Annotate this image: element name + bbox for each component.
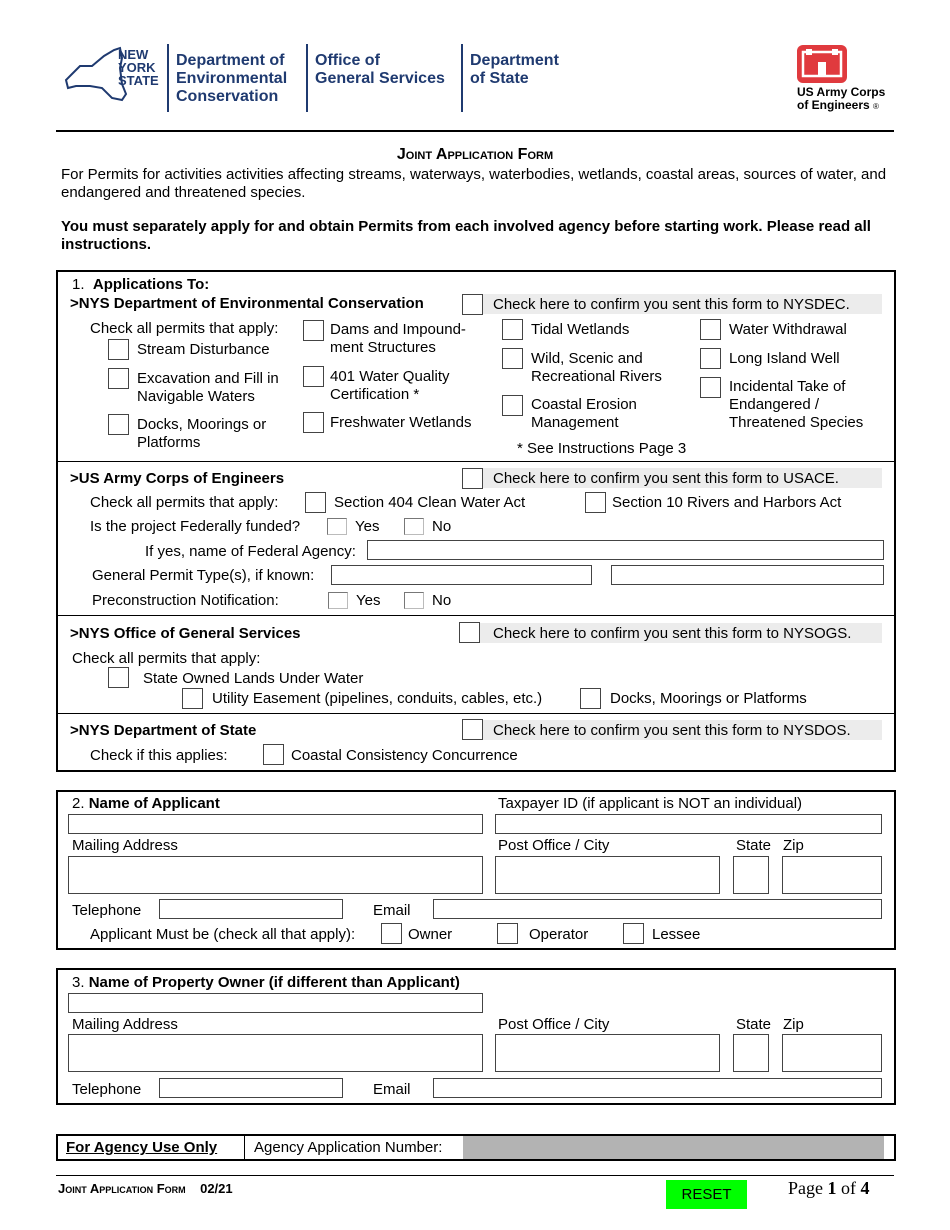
fed-funded-yes-checkbox[interactable] — [327, 518, 347, 535]
nys-logo-text: NEW YORK STATE — [118, 47, 159, 88]
dec-heading: >NYS Department of Environmental Conservation — [70, 295, 424, 312]
dec-logo-text: Department of Environmental Conservation — [176, 52, 288, 105]
section-404-checkbox[interactable] — [305, 492, 326, 513]
owner-email-input[interactable] — [433, 1078, 882, 1098]
dams-checkbox[interactable] — [303, 320, 324, 341]
stream-disturbance-label: Stream Disturbance — [137, 341, 270, 358]
form-title: Joint Application Form — [396, 146, 554, 163]
applicant-name-input[interactable] — [68, 814, 483, 834]
header-rule — [56, 130, 894, 132]
owner-mailing-input[interactable] — [68, 1034, 483, 1072]
taxpayer-label: Taxpayer ID (if applicant is NOT an individual) — [498, 795, 803, 812]
footer-rule — [56, 1175, 894, 1176]
owner-checkbox[interactable] — [381, 923, 402, 944]
water-withdrawal-label: Water Withdrawal — [729, 321, 847, 338]
owner-name-input[interactable] — [68, 993, 483, 1013]
ogs-logo-text: Office of General Services — [315, 52, 445, 87]
confirm-nysogs-checkbox[interactable] — [459, 622, 480, 643]
applicant-email-label: Email — [373, 902, 411, 919]
section-divider — [57, 615, 895, 616]
ogs-docks-label: Docks, Moorings or Platforms — [610, 690, 807, 707]
fed-funded-no-label: No — [432, 518, 452, 535]
usace-heading: >US Army Corps of Engineers — [70, 470, 285, 487]
freshwater-wetlands-checkbox[interactable] — [303, 412, 324, 433]
applicant-city-label: Post Office / City — [498, 837, 610, 854]
usace-castle-icon — [796, 44, 848, 84]
coastal-consistency-checkbox[interactable] — [263, 744, 284, 765]
ogs-docks-checkbox[interactable] — [580, 688, 601, 709]
gp-type-input-1[interactable] — [331, 565, 592, 585]
applicant-telephone-input[interactable] — [159, 899, 343, 919]
logo-divider — [167, 44, 169, 112]
owner-state-input[interactable] — [733, 1034, 769, 1072]
dams-label: Dams and Impound- ment Structures — [330, 321, 466, 356]
confirm-usace-label: Check here to confirm you sent this form to USACE. — [493, 470, 839, 487]
wq401-checkbox[interactable] — [303, 366, 324, 387]
applicant-must-be-label: Applicant Must be (check all that apply): — [90, 926, 356, 943]
agency-use-label: For Agency Use Only — [66, 1139, 218, 1156]
pcn-no-checkbox[interactable] — [404, 592, 424, 609]
owner-telephone-input[interactable] — [159, 1078, 343, 1098]
coastal-consistency-label: Coastal Consistency Concurrence — [291, 747, 518, 764]
logo-divider — [306, 44, 308, 112]
confirm-nysogs-label: Check here to confirm you sent this form to NYSOGS. — [493, 625, 852, 642]
fed-funded-no-checkbox[interactable] — [404, 518, 424, 535]
confirm-nysdos-checkbox[interactable] — [462, 719, 483, 740]
applicant-state-label: State — [736, 837, 772, 854]
pcn-yes-label: Yes — [356, 592, 381, 609]
fed-funded-yes-label: Yes — [355, 518, 380, 535]
applicant-telephone-label: Telephone — [72, 902, 142, 919]
gp-type-label: General Permit Type(s), if known: — [92, 567, 315, 584]
lessee-checkbox[interactable] — [623, 923, 644, 944]
owner-email-label: Email — [373, 1081, 411, 1098]
ogs-check-all-label: Check all permits that apply: — [72, 650, 261, 667]
owner-telephone-label: Telephone — [72, 1081, 142, 1098]
tidal-wetlands-label: Tidal Wetlands — [531, 321, 630, 338]
applicant-mailing-label: Mailing Address — [72, 837, 178, 854]
section2-title: 2. Name of Applicant — [72, 795, 220, 812]
owner-city-label: Post Office / City — [498, 1016, 610, 1033]
ogs-heading: >NYS Office of General Services — [70, 625, 301, 642]
federal-agency-label: If yes, name of Federal Agency: — [145, 543, 356, 560]
owner-label: Owner — [408, 926, 453, 943]
instructions-note: * See Instructions Page 3 — [517, 440, 687, 457]
tidal-wetlands-checkbox[interactable] — [502, 319, 523, 340]
page-number: Page 1 of 4 — [788, 1178, 870, 1198]
long-island-well-checkbox[interactable] — [700, 348, 721, 369]
section3-title: 3. Name of Property Owner (if different than Applicant) — [72, 974, 460, 991]
dec-check-all-label: Check all permits that apply: — [90, 320, 279, 337]
wild-scenic-checkbox[interactable] — [502, 348, 523, 369]
section-divider — [57, 713, 895, 714]
owner-state-label: State — [736, 1016, 772, 1033]
utility-easement-checkbox[interactable] — [182, 688, 203, 709]
long-island-well-label: Long Island Well — [729, 350, 840, 367]
incidental-take-checkbox[interactable] — [700, 377, 721, 398]
confirm-nysdos-label: Check here to confirm you sent this form to NYSDOS. — [493, 722, 851, 739]
excavation-fill-checkbox[interactable] — [108, 368, 129, 389]
wild-scenic-label: Wild, Scenic and Recreational Rivers — [531, 350, 662, 385]
owner-mailing-label: Mailing Address — [72, 1016, 178, 1033]
federal-agency-input[interactable] — [367, 540, 884, 560]
fed-funded-label: Is the project Federally funded? — [90, 518, 301, 535]
usace-check-all-label: Check all permits that apply: — [90, 494, 279, 511]
dos-check-if-label: Check if this applies: — [90, 747, 228, 764]
taxpayer-id-input[interactable] — [495, 814, 882, 834]
owner-zip-input[interactable] — [782, 1034, 882, 1072]
usace-logo-text: US Army Corps of Engineers ® — [797, 85, 886, 112]
wq401-label: 401 Water Quality Certification * — [330, 368, 450, 403]
agency-divider — [244, 1135, 245, 1160]
owner-city-input[interactable] — [495, 1034, 720, 1072]
confirm-nysdec-label: Check here to confirm you sent this form to NYSDEC. — [493, 296, 850, 313]
confirm-nysdec-checkbox[interactable] — [462, 294, 483, 315]
owner-zip-label: Zip — [783, 1016, 804, 1033]
dos-heading: >NYS Department of State — [70, 722, 257, 739]
state-owned-lands-checkbox[interactable] — [108, 667, 129, 688]
form-warning: You must separately apply for and obtain Permits from each involved agency before starting work. Please read all instructions. — [61, 218, 871, 253]
applicant-mailing-input[interactable] — [68, 856, 483, 894]
confirm-usace-checkbox[interactable] — [462, 468, 483, 489]
dos-logo-text: Department of State — [470, 52, 559, 87]
state-owned-lands-label: State Owned Lands Under Water — [143, 670, 364, 687]
logo-divider — [461, 44, 463, 112]
coastal-erosion-checkbox[interactable] — [502, 395, 523, 416]
section-10-checkbox[interactable] — [585, 492, 606, 513]
applicant-city-input[interactable] — [495, 856, 720, 894]
form-intro: For Permits for activities activities affecting streams, waterways, waterbodies, wetlands, coastal areas, sources of water, and endangered and threatened species. — [61, 166, 887, 201]
applicant-state-input[interactable] — [733, 856, 769, 894]
applicant-zip-input[interactable] — [782, 856, 882, 894]
footer-form-name: Joint Application Form 02/21 — [58, 1181, 233, 1196]
gp-type-input-2[interactable] — [611, 565, 884, 585]
section-10-label: Section 10 Rivers and Harbors Act — [612, 494, 842, 511]
freshwater-wetlands-label: Freshwater Wetlands — [330, 414, 472, 431]
operator-checkbox[interactable] — [497, 923, 518, 944]
excavation-fill-label: Excavation and Fill in Navigable Waters — [137, 370, 279, 405]
section-divider — [57, 461, 895, 462]
utility-easement-label: Utility Easement (pipelines, conduits, cables, etc.) — [212, 690, 543, 707]
water-withdrawal-checkbox[interactable] — [700, 319, 721, 340]
section-404-label: Section 404 Clean Water Act — [334, 494, 526, 511]
reset-button[interactable]: RESET — [666, 1180, 747, 1209]
applicant-email-input[interactable] — [433, 899, 882, 919]
pcn-no-label: No — [432, 592, 452, 609]
pcn-yes-checkbox[interactable] — [328, 592, 348, 609]
docks-moorings-checkbox[interactable] — [108, 414, 129, 435]
pcn-label: Preconstruction Notification: — [92, 592, 279, 609]
section1-title: 1. Applications To: — [72, 276, 210, 293]
agency-app-number-field[interactable] — [463, 1136, 884, 1159]
incidental-take-label: Incidental Take of Endangered / Threatened Species — [729, 378, 864, 431]
agency-app-number-label: Agency Application Number: — [254, 1139, 443, 1156]
stream-disturbance-checkbox[interactable] — [108, 339, 129, 360]
docks-moorings-label: Docks, Moorings or Platforms — [137, 416, 267, 451]
applicant-zip-label: Zip — [783, 837, 804, 854]
coastal-erosion-label: Coastal Erosion Management — [531, 396, 637, 431]
lessee-label: Lessee — [652, 926, 701, 943]
operator-label: Operator — [529, 926, 589, 943]
